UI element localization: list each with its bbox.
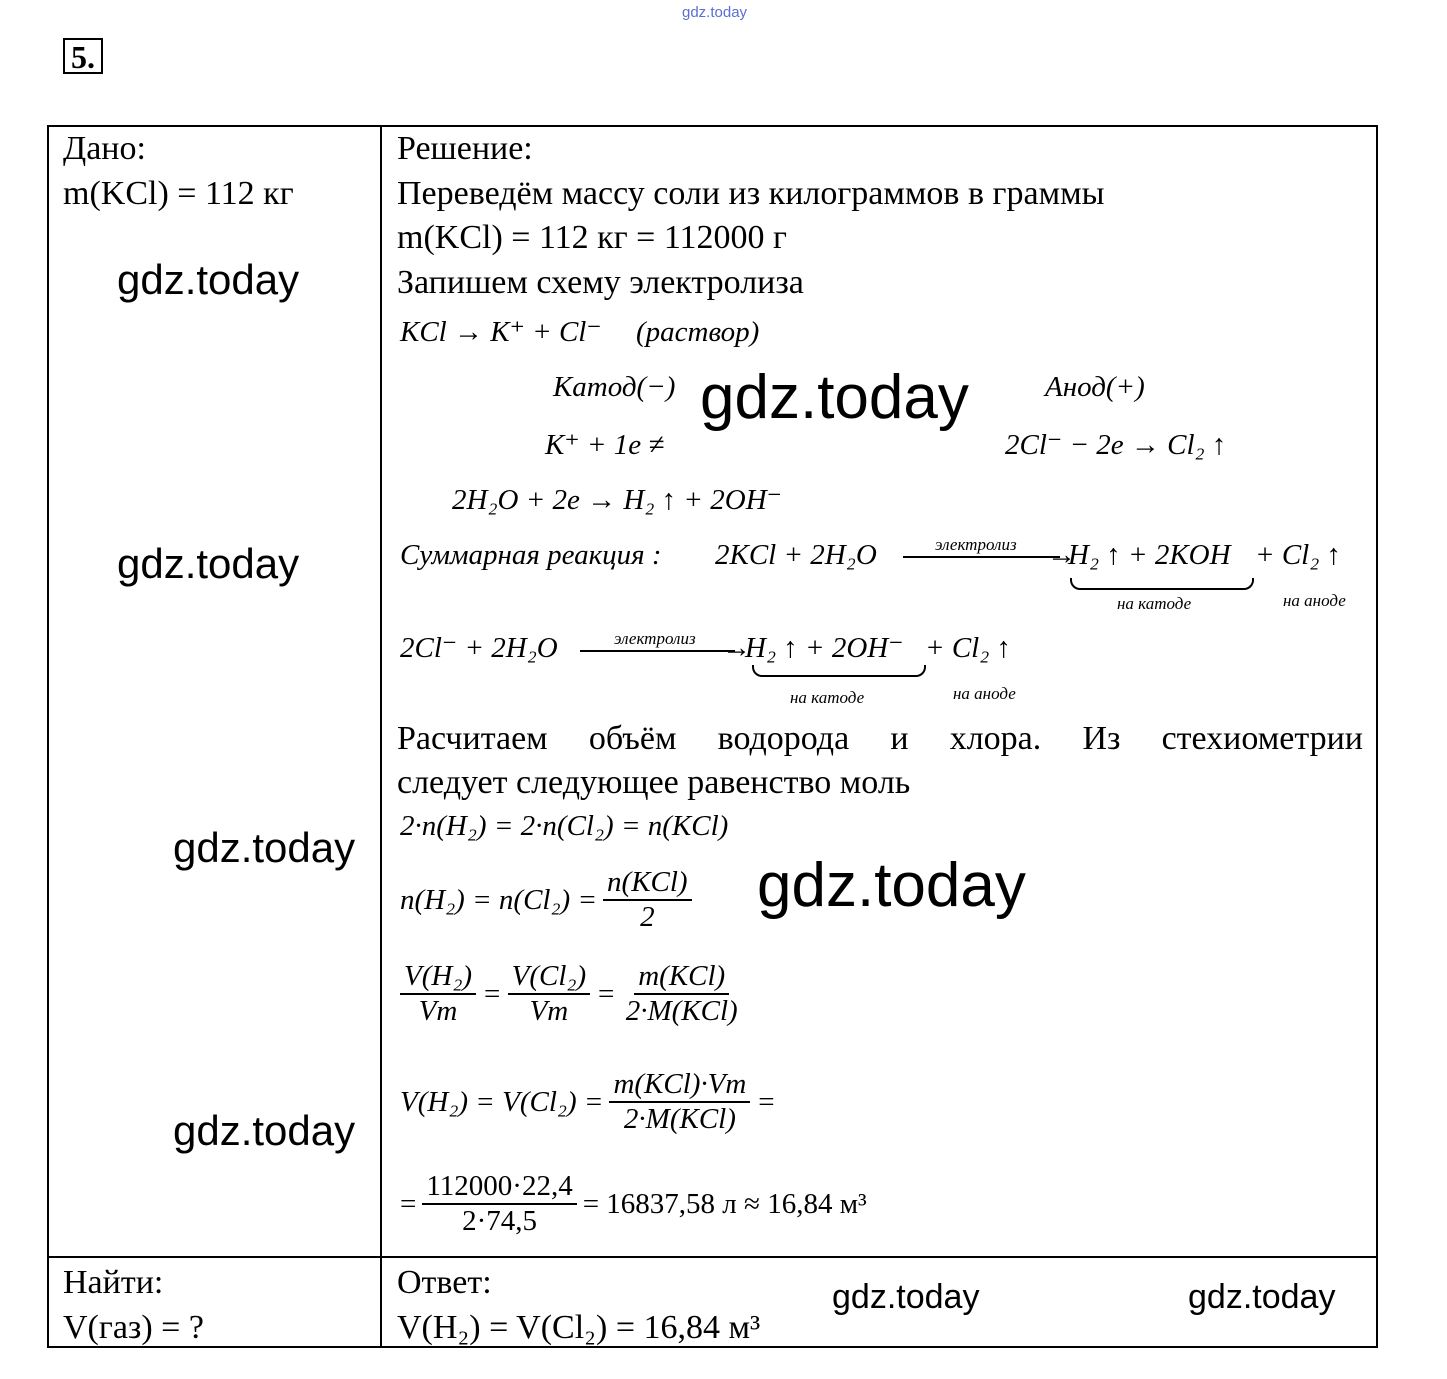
watermark-answer-2: gdz.today — [1188, 1278, 1336, 1316]
dissociation-equation: KCl → K⁺ + Cl⁻ — [400, 316, 602, 348]
total-cathode-brace — [1070, 578, 1254, 590]
watermark-given-4: gdz.today — [173, 1107, 356, 1154]
total-at-cathode: на катоде — [1117, 594, 1192, 613]
site-watermark-top: gdz.today — [682, 4, 748, 21]
eq3-numerator-2: V(Cl₂) — [508, 960, 591, 995]
eq2-denominator: 2 — [640, 901, 655, 934]
total-reaction-right-a: H₂ ↑ + 2KOH — [1068, 539, 1231, 571]
eq5-fraction — [422, 1170, 576, 1239]
equation-volume-ratio — [400, 960, 742, 1029]
total-reaction-label: Суммарная реакция : — [400, 539, 662, 571]
answer-title: Ответ: — [397, 1264, 492, 1301]
cathode-label: Катод(−) — [553, 371, 676, 403]
equation-volume — [400, 1068, 776, 1137]
eq5-numerator: 112000·22,4 — [422, 1170, 576, 1205]
eq4-fraction — [609, 1068, 750, 1137]
eq3-numerator-1: V(H₂) — [400, 960, 476, 995]
solution-line-convert: Переведём массу соли из килограммов в граммы — [397, 175, 1105, 212]
total-arrow-head: → — [1047, 539, 1076, 571]
table-row-divider — [47, 1256, 1378, 1258]
ionic-at-anode: на аноде — [953, 684, 1016, 703]
eq2-left: n(H₂) = n(Cl₂) = — [400, 883, 598, 916]
table-border-right — [1376, 125, 1378, 1348]
table-border-bottom — [47, 1346, 1378, 1348]
total-arrow-label: электролиз — [935, 535, 1017, 554]
eq4-left: V(H₂) = V(Cl₂) = — [400, 1085, 604, 1118]
eq5-denominator: 2·74,5 — [462, 1205, 537, 1238]
eq3-denominator-3: 2·M(KCl) — [625, 995, 738, 1028]
watermark-given-2: gdz.today — [117, 540, 300, 587]
ionic-arrow-shaft — [580, 650, 735, 652]
watermark-center-2: gdz.today — [757, 851, 1026, 920]
eq3-equals-1: = — [482, 977, 502, 1010]
watermark-given-1: gdz.today — [117, 256, 300, 303]
anode-label: Анод(+) — [1045, 371, 1145, 403]
ionic-arrow-label: электролиз — [614, 629, 696, 648]
answer-value: V(H₂) = V(Cl₂) = 16,84 м³ — [397, 1309, 761, 1346]
table-column-divider — [380, 125, 382, 1348]
total-arrow-shaft — [903, 556, 1060, 558]
eq3-fraction-2 — [508, 960, 591, 1029]
eq3-numerator-3: m(KCl) — [634, 960, 729, 995]
solution-line-equality: следует следующее равенство моль — [397, 764, 911, 801]
total-at-anode: на аноде — [1283, 591, 1346, 610]
cathode-equation-potassium: K⁺ + 1e ≠ — [545, 429, 665, 461]
find-value: V(газ) = ? — [63, 1309, 204, 1346]
ionic-reaction-left: 2Cl⁻ + 2H₂O — [400, 632, 558, 664]
watermark-center-1: gdz.today — [700, 363, 969, 432]
ionic-cathode-brace — [752, 665, 926, 677]
eq5-equals: = — [400, 1187, 417, 1220]
find-title: Найти: — [63, 1264, 164, 1301]
equation-mole-hydrogen — [400, 866, 692, 935]
cathode-equation-water: 2H₂O + 2e → H₂ ↑ + 2OH⁻ — [452, 484, 782, 516]
watermark-answer-1: gdz.today — [832, 1278, 980, 1316]
eq3-fraction-3 — [622, 960, 742, 1029]
equation-mole-equality: 2·n(H₂) = 2·n(Cl₂) = n(KCl) — [400, 810, 729, 842]
solution-title: Решение: — [397, 130, 533, 167]
eq4-denominator: 2·M(KCl) — [623, 1103, 736, 1136]
eq3-equals-2: = — [596, 977, 616, 1010]
task-number: 5. — [71, 39, 95, 75]
table-border-left — [47, 125, 49, 1348]
eq3-fraction-1 — [400, 960, 476, 1029]
ionic-reaction-right-b: + Cl₂ ↑ — [925, 632, 1012, 664]
ionic-at-cathode: на катоде — [790, 688, 865, 707]
eq2-numerator: n(KCl) — [603, 866, 692, 901]
eq4-equals: = — [756, 1085, 776, 1118]
given-title: Дано: — [63, 130, 146, 167]
dissociation-note: (раствор) — [636, 316, 760, 348]
task-number-box — [63, 38, 103, 74]
table-border-top — [47, 125, 1378, 127]
ionic-reaction-right-a: H₂ ↑ + 2OH⁻ — [745, 632, 904, 664]
eq3-denominator-2: Vm — [529, 995, 569, 1028]
equation-numeric — [400, 1170, 867, 1239]
eq3-denominator-1: Vm — [418, 995, 458, 1028]
eq5-result: = 16837,58 л ≈ 16,84 м³ — [582, 1187, 867, 1220]
total-reaction-left: 2KCl + 2H₂O — [715, 539, 877, 571]
ionic-arrow-head: → — [722, 632, 751, 664]
solution-line-calc: Расчитаем объём водорода и хлора. Из стехиометрии — [397, 720, 1363, 757]
total-reaction-right-b: + Cl₂ ↑ — [1255, 539, 1342, 571]
given-value: m(KCl) = 112 кг — [63, 175, 294, 212]
anode-equation: 2Cl⁻ − 2e → Cl₂ ↑ — [1005, 429, 1227, 461]
solution-line-scheme: Запишем схему электролиза — [397, 264, 804, 301]
eq4-numerator: m(KCl)·Vm — [609, 1068, 750, 1103]
eq2-fraction — [603, 866, 692, 935]
solution-line-mass: m(KCl) = 112 кг = 112000 г — [397, 219, 788, 256]
watermark-given-3: gdz.today — [173, 824, 356, 871]
